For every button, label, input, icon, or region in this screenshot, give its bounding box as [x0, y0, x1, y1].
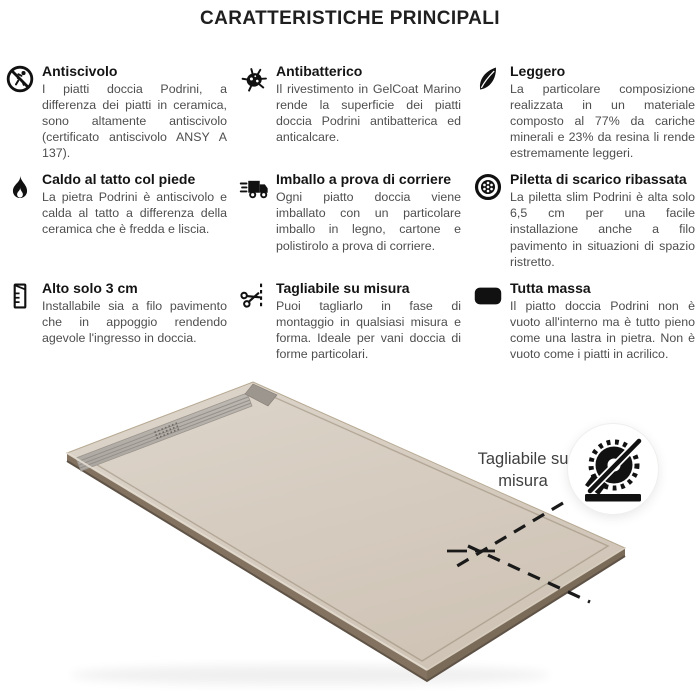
feature-imballo [239, 171, 461, 269]
bacteria-icon [239, 64, 269, 94]
feature-title: Caldo al tatto col piede [42, 171, 196, 188]
solid-slab-icon [473, 281, 503, 311]
feature-body: La pietra Podrini è antiscivolo e calda al tatto a differenza della ceramica che è fredda e liscia. [42, 190, 227, 237]
product-annotation: Tagliabile su misura [477, 450, 569, 491]
feature-body: Puoi tagliarlo in fase di montaggio in qualsiasi misura e forma. Ideale per vani doccia di forme particolari. [276, 298, 461, 362]
feather-icon [473, 64, 503, 94]
tray-shadow [70, 665, 550, 685]
feature-title: Antiscivolo [42, 63, 118, 79]
feature-body: Ogni piatto doccia viene imballato con un particolare imballo in legno, cartone e polistirolo a prova di corriere. [276, 190, 461, 253]
feature-piletta [473, 171, 695, 269]
no-slip-icon [5, 64, 35, 94]
feature-antibatterico [239, 63, 461, 161]
feature-tagliabile [239, 280, 461, 362]
feature-title: Tutta massa [510, 279, 591, 296]
feature-title: Leggero [510, 63, 566, 79]
feature-grid [5, 63, 695, 362]
feature-title: Tagliabile su misura [276, 279, 410, 296]
feature-leggero [473, 63, 695, 161]
shower-tray-image [0, 370, 700, 700]
drain-icon [473, 172, 503, 202]
feature-body: Il rivestimento in GelCoat Marino rende la superficie dei piatti doccia Podrini antibatterica ed anticalcare. [276, 81, 461, 145]
feature-title: Imballo a prova di corriere [276, 171, 452, 188]
saw-badge [568, 424, 658, 514]
feature-title: Piletta di scarico ribassata [510, 171, 687, 188]
feature-body: I piatti doccia Podrini, a differenza dei piatti in ceramica, sono altamente antiscivolo (certificato antiscivolo ANSY A 137). [42, 81, 227, 161]
page-title: CARATTERISTICHE PRINCIPALI [200, 8, 500, 29]
flame-icon [5, 172, 35, 202]
feature-tutta-massa [473, 280, 695, 362]
circular-saw-icon [568, 424, 658, 514]
ruler-icon [5, 281, 35, 311]
feature-title: Alto solo 3 cm [42, 279, 138, 296]
feature-alto-3cm [5, 280, 227, 362]
feature-caldo-al-tatto [5, 171, 227, 269]
feature-body: Il piatto doccia Podrini non è vuoto all'interno ma è tutto pieno come una lastra in pietra. Non è vuoto come i piatti in acrilico. [510, 298, 695, 362]
feature-title: Antibatterico [276, 63, 363, 79]
feature-body: Installabile sia a filo pavimento che in appoggio rendendo agevole l'ingresso in doccia. [42, 298, 227, 345]
feature-body: La particolare composizione realizzata in un materiale composto al 77% da cariche minerali e 23% da resina li rende estremamente leggeri. [510, 81, 695, 161]
feature-body: La piletta slim Podrini è alta solo 6,5 cm per una facile installazione anche a filo pavimento in situazioni di spazio ristretto. [510, 190, 695, 269]
scissors-icon [239, 281, 269, 311]
feature-antiscivolo [5, 63, 227, 161]
truck-icon [239, 172, 269, 202]
